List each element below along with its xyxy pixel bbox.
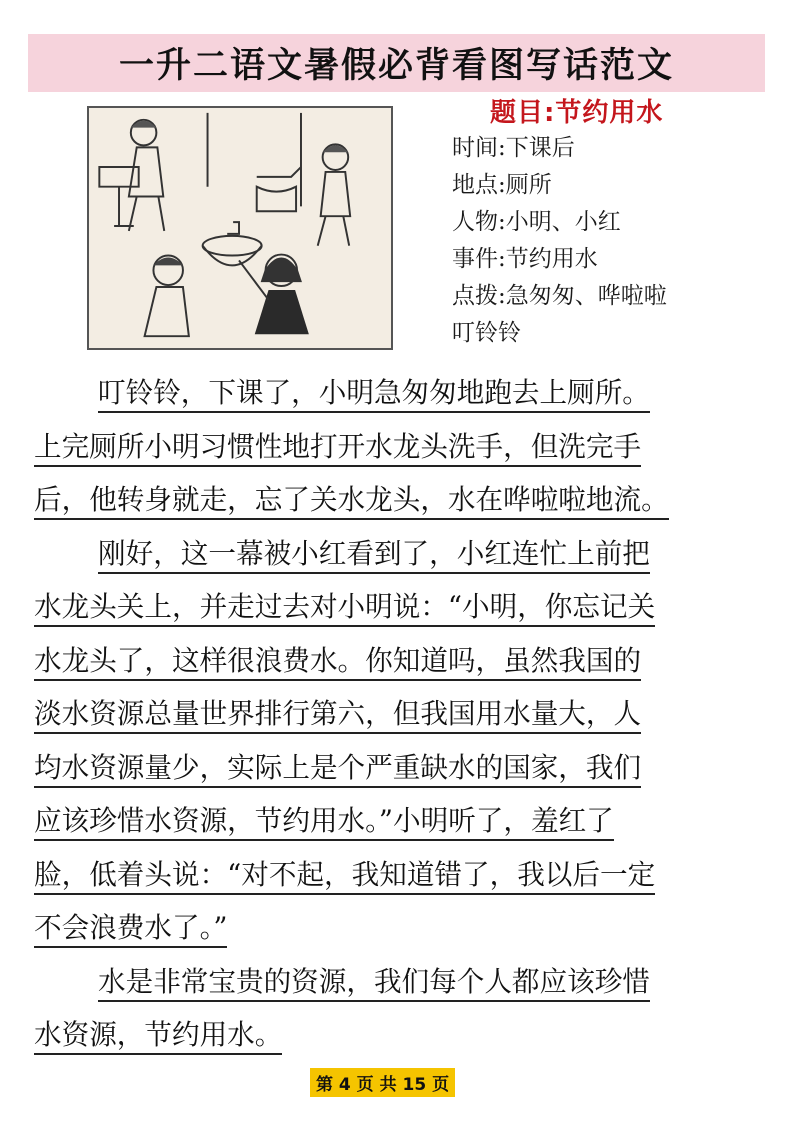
illustration-picture: [87, 106, 393, 350]
essay-line: 刚好，这一幕被小红看到了，小红连忙上前把: [34, 527, 760, 581]
essay-body: [34, 366, 760, 1062]
essay-line: 水龙头了，这样很浪费水。你知道吗，虽然我国的: [34, 634, 760, 688]
essay-line: 淡水资源总量世界排行第六，但我国用水量大，人: [34, 687, 760, 741]
info-hint-continued: 叮铃铃: [452, 320, 521, 346]
info-list: [452, 130, 667, 352]
page-number-badge: 第 4 页 共 15 页: [310, 1068, 455, 1097]
essay-line: 脸，低着头说：“对不起，我知道错了，我以后一定: [34, 848, 760, 902]
essay-line: 后，他转身就走，忘了关水龙头，水在哗啦啦地流。: [34, 473, 760, 527]
page-title: 一升二语文暑假必背看图写话范文: [118, 46, 674, 86]
essay-line: 不会浪费水了。”: [34, 901, 760, 955]
info-time: 时间:下课后: [452, 135, 575, 161]
info-event: 事件:节约用水: [452, 246, 598, 272]
essay-line: 应该珍惜水资源，节约用水。”小明听了，羞红了: [34, 794, 760, 848]
info-characters: 人物:小明、小红: [452, 209, 621, 235]
essay-line: 水龙头关上，并走过去对小明说：“小明，你忘记关: [34, 580, 760, 634]
essay-line: 均水资源量少，实际上是个严重缺水的国家，我们: [34, 741, 760, 795]
info-place: 地点:厕所: [452, 172, 552, 198]
title-banner: [28, 34, 765, 92]
essay-topic: 题目:节约用水: [490, 98, 664, 128]
essay-line: 上完厕所小明习惯性地打开水龙头洗手，但洗完手: [34, 420, 760, 474]
essay-line: 水资源，节约用水。: [34, 1008, 760, 1062]
essay-line: 叮铃铃，下课了，小明急匆匆地跑去上厕所。: [34, 366, 760, 420]
essay-line: 水是非常宝贵的资源，我们每个人都应该珍惜: [34, 955, 760, 1009]
info-hint: 点拨:急匆匆、哗啦啦: [452, 283, 667, 309]
